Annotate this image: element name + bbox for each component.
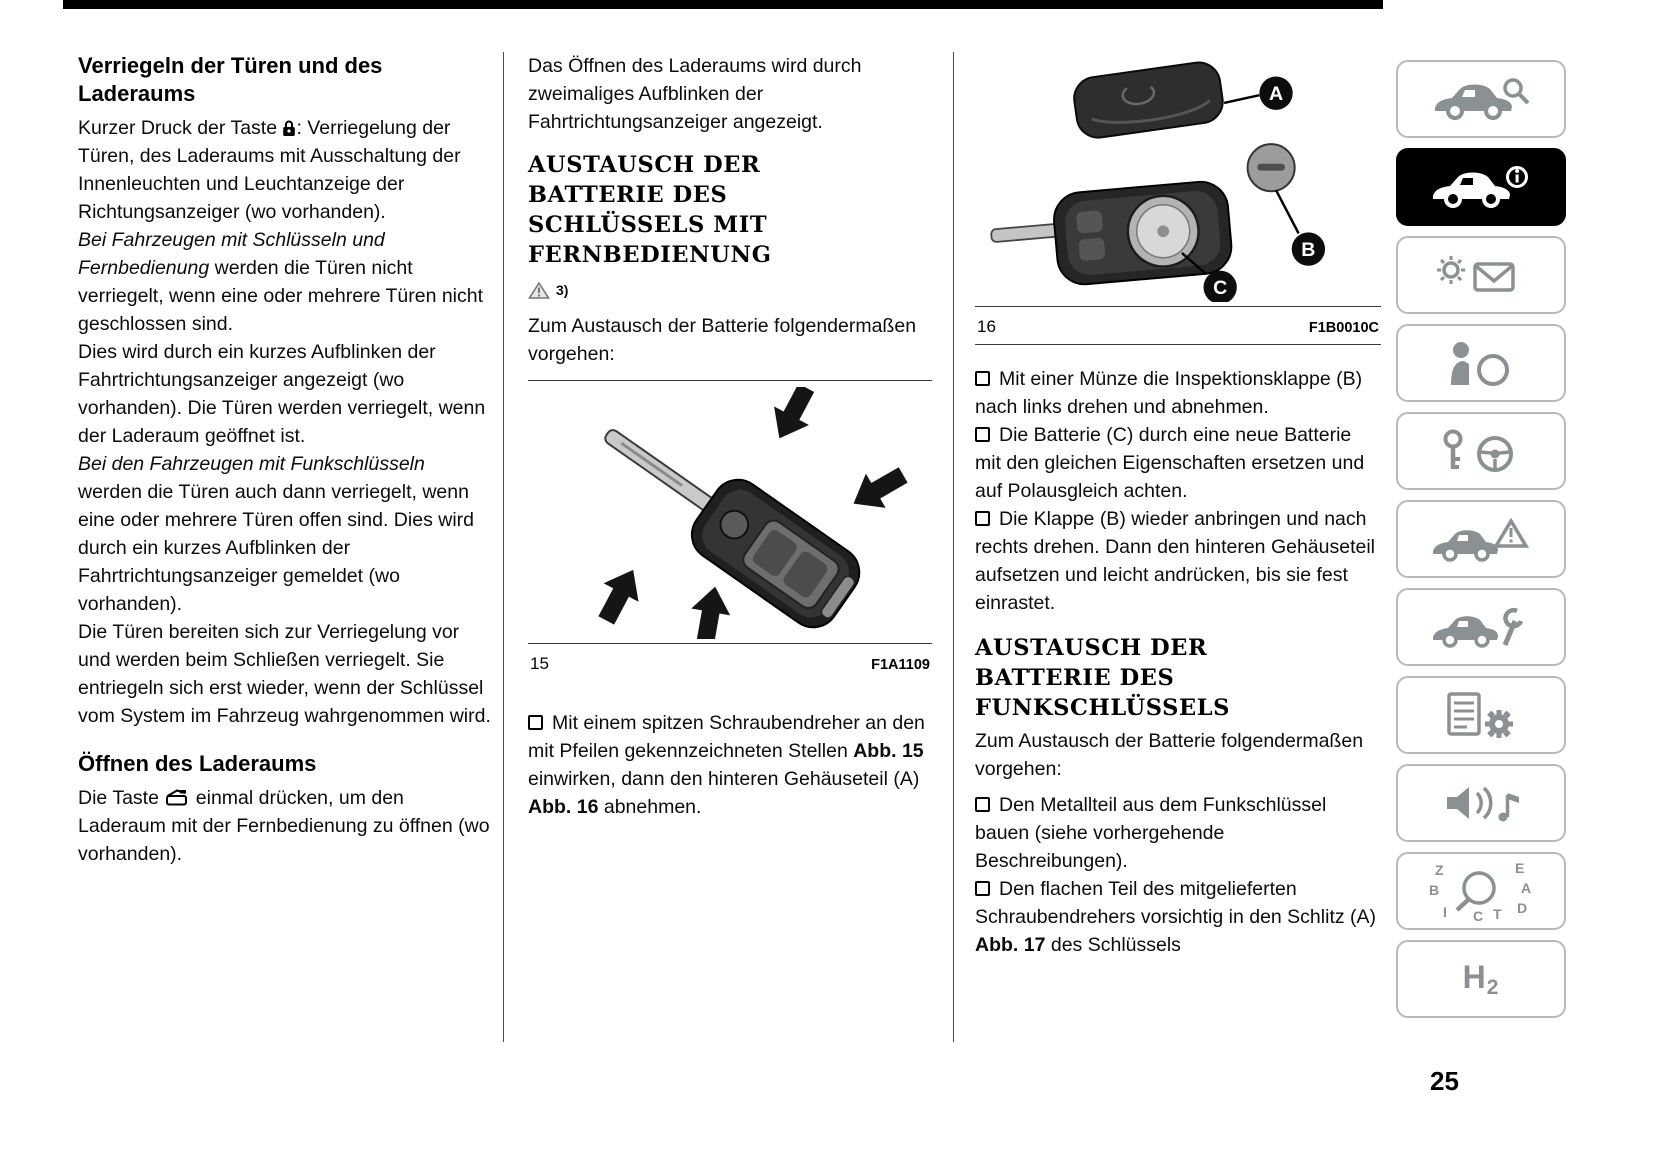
sidebar-tab-index[interactable] bbox=[1396, 852, 1566, 930]
figure16-caption bbox=[975, 307, 1381, 344]
multimedia-icon bbox=[1431, 779, 1531, 827]
figure-15-key-illustration bbox=[541, 387, 919, 639]
bullet-refit-cover: Die Klappe (B) wieder anbringen und nach rechts drehen. Dann den hinteren Gehäuseteil aufsetzen und leicht andrücken, bis sie fest einrastet. bbox=[975, 508, 1376, 614]
column-battery-remote-key bbox=[528, 52, 932, 821]
key-steering-icon bbox=[1431, 427, 1531, 475]
paragraph-boot-button: Die Taste einmal drücken, um den Laderaum mit der Fernbedienung zu öffnen (wo vorhanden). bbox=[78, 787, 490, 865]
paragraph-battery-procedure: Zum Austausch der Batterie folgendermaßen vorgehen: bbox=[528, 315, 917, 365]
sidebar-tab-vehicle-knowledge[interactable] bbox=[1396, 60, 1566, 138]
lock-icon bbox=[282, 119, 296, 137]
paragraph-relock: Die Türen bereiten sich zur Verriegelung vor und werden beim Schließen verriegelt. Sie entriegeln sich erst wieder, wenn der Schlüssel vom System im Fahrzeug wahrgenommen wird. bbox=[78, 621, 491, 727]
heading-open-boot: Öffnen des Laderaums bbox=[78, 751, 317, 776]
column-divider-2 bbox=[953, 52, 954, 1042]
index-letter: I bbox=[1443, 904, 1447, 920]
column-door-locking bbox=[78, 52, 492, 868]
heading-battery-remote: AUSTAUSCH DER BATTERIE DES SCHLÜSSELS MIT FERNBEDIENUNG bbox=[528, 152, 772, 268]
warning-light-mail-icon bbox=[1431, 252, 1531, 298]
bullet-square bbox=[975, 371, 990, 386]
sidebar-tab-emergency[interactable] bbox=[1396, 500, 1566, 578]
index-letter: Z bbox=[1435, 862, 1444, 878]
airbag-person-icon bbox=[1431, 339, 1531, 387]
column-divider-1 bbox=[503, 52, 504, 1042]
warning-triangle-icon bbox=[528, 281, 550, 300]
sidebar-tab-hydrogen[interactable] bbox=[1396, 940, 1566, 1018]
paragraph-boot-flash: Das Öffnen des Laderaums wird durch zweimaliges Aufblinken der Fahrtrichtungsanzeiger angezeigt. bbox=[528, 55, 862, 133]
bullet-square bbox=[975, 511, 990, 526]
figure16-bottom-rule bbox=[975, 344, 1381, 345]
warning-reference-row bbox=[528, 276, 932, 304]
sidebar-tab-warning-lights[interactable] bbox=[1396, 236, 1566, 314]
bullet-replace-battery: Die Batterie (C) durch eine neue Batterie mit den gleichen Eigenschaften ersetzen und auf Polausgleich achten. bbox=[975, 424, 1365, 502]
figure-label-a: A bbox=[1268, 83, 1284, 106]
sidebar-tab-technical-data[interactable] bbox=[1396, 676, 1566, 754]
bullet-square bbox=[975, 797, 990, 812]
figure-16-key-exploded bbox=[978, 52, 1378, 302]
warning-ref-number: 3) bbox=[556, 282, 569, 298]
index-letter: B bbox=[1429, 882, 1440, 898]
sidebar-tab-maintenance[interactable] bbox=[1396, 588, 1566, 666]
figure-code: F1B0010C bbox=[1308, 320, 1379, 336]
column-battery-keyless bbox=[975, 52, 1381, 959]
figure-label-b: B bbox=[1301, 238, 1316, 261]
sidebar-tab-safety[interactable] bbox=[1396, 324, 1566, 402]
paragraph-keyless: Bei den Fahrzeugen mit Funkschlüsseln werden die Türen auch dann verriegelt, wenn eine oder mehrere Türen offen sind. Dies wird durch ein kurzes Aufblinken der Fahrtrichtungsanzeiger gemeldet (wo vorhanden). bbox=[78, 453, 474, 615]
car-info-icon bbox=[1431, 164, 1531, 210]
index-letter: A bbox=[1521, 880, 1532, 896]
car-warning-triangle-icon bbox=[1431, 515, 1531, 563]
bullet-square bbox=[975, 881, 990, 896]
sidebar-tab-starting-driving[interactable] bbox=[1396, 412, 1566, 490]
boot-release-icon bbox=[164, 789, 190, 807]
hydrogen-icon bbox=[1463, 959, 1500, 1000]
paragraph-key-remote: Bei Fahrzeugen mit Schlüsseln und Fernbedienung werden die Türen nicht verriegelt, wenn eine oder mehrere Türen nicht geschlossen sind. bbox=[78, 229, 484, 335]
car-wrench-icon bbox=[1431, 603, 1531, 651]
section-tab-sidebar bbox=[1396, 60, 1566, 1028]
spec-sheet-gear-icon bbox=[1431, 690, 1531, 740]
index-letter: D bbox=[1517, 900, 1528, 916]
index-magnifier-glass bbox=[1429, 862, 1533, 920]
figure15-caption bbox=[528, 644, 932, 681]
bullet-flat-screwdriver: Den flachen Teil des mitgelieferten Schraubendrehers vorsichtig in den Schlitz (A) Abb. 17 des Schlüssels bbox=[975, 878, 1377, 956]
sidebar-tab-multimedia[interactable] bbox=[1396, 764, 1566, 842]
figure-code: F1A1109 bbox=[871, 657, 930, 673]
index-letter: T bbox=[1493, 906, 1502, 922]
heading-battery-keyless: AUSTAUSCH DER BATTERIE DES FUNKSCHLÜSSELS bbox=[975, 635, 1230, 721]
index-letter: C bbox=[1473, 908, 1484, 924]
alphabet-index-icon bbox=[1429, 860, 1533, 924]
figure-number: 15 bbox=[530, 654, 549, 673]
h2-letter: H bbox=[1462, 958, 1487, 995]
top-rule bbox=[63, 0, 1383, 9]
sidebar-tab-dashboard-active[interactable] bbox=[1396, 148, 1566, 226]
paragraph-indicators: Dies wird durch ein kurzes Aufblinken der Fahrtrichtungsanzeiger angezeigt (wo vorhanden). Die Türen werden verriegelt, wenn der Laderaum geöffnet ist. bbox=[78, 341, 486, 447]
bullet-square bbox=[528, 715, 543, 730]
paragraph-lock-intro: Kurzer Druck der Taste : Verriegelung der Türen, des Laderaums mit Ausschaltung der Innenleuchten und Leuchtanzeige der Richtungsanzeiger (wo vorhanden). bbox=[78, 117, 461, 223]
page-number: 25 bbox=[1430, 1066, 1459, 1096]
car-magnifier-icon bbox=[1431, 76, 1531, 122]
bullet-remove-metal: Den Metallteil aus dem Funkschlüssel bauen (siehe vorhergehende Beschreibungen). bbox=[975, 794, 1327, 872]
figure-label-c: C bbox=[1213, 277, 1228, 300]
paragraph-keyless-procedure: Zum Austausch der Batterie folgendermaßen vorgehen: bbox=[975, 730, 1364, 780]
index-letter: E bbox=[1515, 860, 1525, 876]
heading-lock-doors: Verriegeln der Türen und des Laderaums bbox=[78, 53, 383, 106]
bullet-square bbox=[975, 427, 990, 442]
figure15-top-rule bbox=[528, 380, 932, 381]
bullet-coin-cover: Mit einer Münze die Inspektionsklappe (B) nach links drehen und abnehmen. bbox=[975, 368, 1363, 418]
h2-subscript: 2 bbox=[1486, 975, 1500, 999]
bullet-screwdriver: Mit einem spitzen Schraubendreher an den mit Pfeilen gekennzeichneten Stellen Abb. 15 einwirken, dann den hinteren Gehäuseteil (A) Abb. 16 abnehmen. bbox=[528, 712, 925, 818]
figure-number: 16 bbox=[977, 317, 996, 336]
